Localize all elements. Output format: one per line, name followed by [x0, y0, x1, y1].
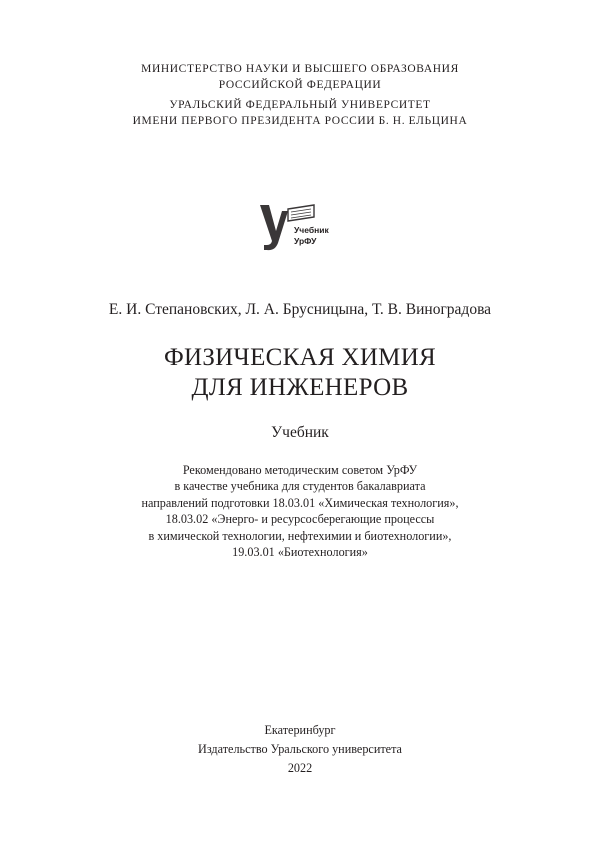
ministry-line-2: РОССИЙСКОЙ ФЕДЕРАЦИИ — [218, 79, 382, 91]
authors: Е. И. Степановских, Л. А. Брусницына, Т. В. Виноградова — [108, 301, 492, 318]
recommendation-text — [0, 462, 600, 560]
recommendation-line-4: 18.03.02 «Энерго- и ресурсосберегающие процессы — [165, 512, 435, 527]
university-line-1: УРАЛЬСКИЙ ФЕДЕРАЛЬНЫЙ УНИВЕРСИТЕТ — [169, 99, 431, 111]
imprint-year: 2022 — [287, 760, 313, 775]
university-line-2: ИМЕНИ ПЕРВОГО ПРЕЗИДЕНТА РОССИИ Б. Н. ЕЛЬЦИНА — [132, 115, 468, 127]
logo-text-line-2: УрФУ — [294, 236, 317, 246]
book-title — [0, 343, 600, 403]
imprint — [0, 721, 600, 777]
recommendation-line-3: направлений подготовки 18.03.01 «Химическая технология», — [141, 495, 459, 510]
ministry-header — [0, 61, 600, 93]
logo-text-line-1: Учебник — [294, 225, 329, 235]
recommendation-line-1: Рекомендовано методическим советом УрФУ — [182, 463, 418, 477]
recommendation-line-6: 19.03.01 «Биотехнология» — [232, 545, 368, 560]
ministry-line-1: МИНИСТЕРСТВО НАУКИ И ВЫСШЕГО ОБРАЗОВАНИЯ — [141, 63, 459, 75]
recommendation-line-2: в качестве учебника для студентов бакалавриата — [174, 479, 426, 494]
book-title-line-2: ДЛЯ ИНЖЕНЕРОВ — [191, 374, 409, 401]
imprint-city: Екатеринбург — [264, 723, 336, 737]
imprint-publisher: Издательство Уральского университета — [198, 741, 402, 756]
university-header — [0, 97, 600, 129]
recommendation-line-5: в химической технологии, нефтехимии и биотехнологии», — [148, 528, 452, 543]
book-title-line-1: ФИЗИЧЕСКАЯ ХИМИЯ — [163, 344, 437, 371]
urfu-textbook-logo — [258, 203, 348, 253]
book-subtitle: Учебник — [271, 424, 329, 441]
